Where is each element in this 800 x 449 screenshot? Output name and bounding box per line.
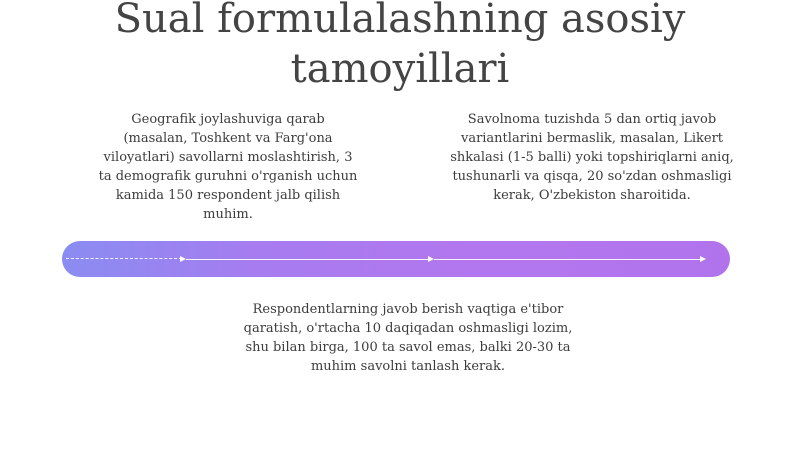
- slide-title: Sual formulalashning asosiy tamoyillari: [114, 0, 686, 92]
- timeline-segment-3: [434, 259, 700, 260]
- point-text-bottom: Respondentlarning javob berish vaqtiga e'tibor qaratish, o'rtacha 10 daqiqadan oshmasligi lozim, shu bilan birga, 100 ta savol emas, balki 20-30 ta muhim savolni tanlash kerak.: [243, 302, 573, 374]
- point-text-right: Savolnoma tuzishda 5 dan ortiq javob variantlarini bermaslik, masalan, Likert shkalasi (1-5 balli) yoki topshiriqlarni aniq, tushunarli va qisqa, 20 so'zdan oshmasligi kerak, O'zbekiston sharoitida.: [450, 112, 734, 203]
- timeline-segment-1: [66, 258, 182, 261]
- arrow-right-icon: [700, 256, 706, 262]
- point-text-left: Geografik joylashuviga qarab (masalan, Toshkent va Farg'ona viloyatlari) savollarni moslashtirish, 3 ta demografik guruhni o'rganish uchun kamida 150 respondent jalb qilish muhim.: [98, 112, 358, 222]
- timeline-segment-2: [186, 259, 428, 260]
